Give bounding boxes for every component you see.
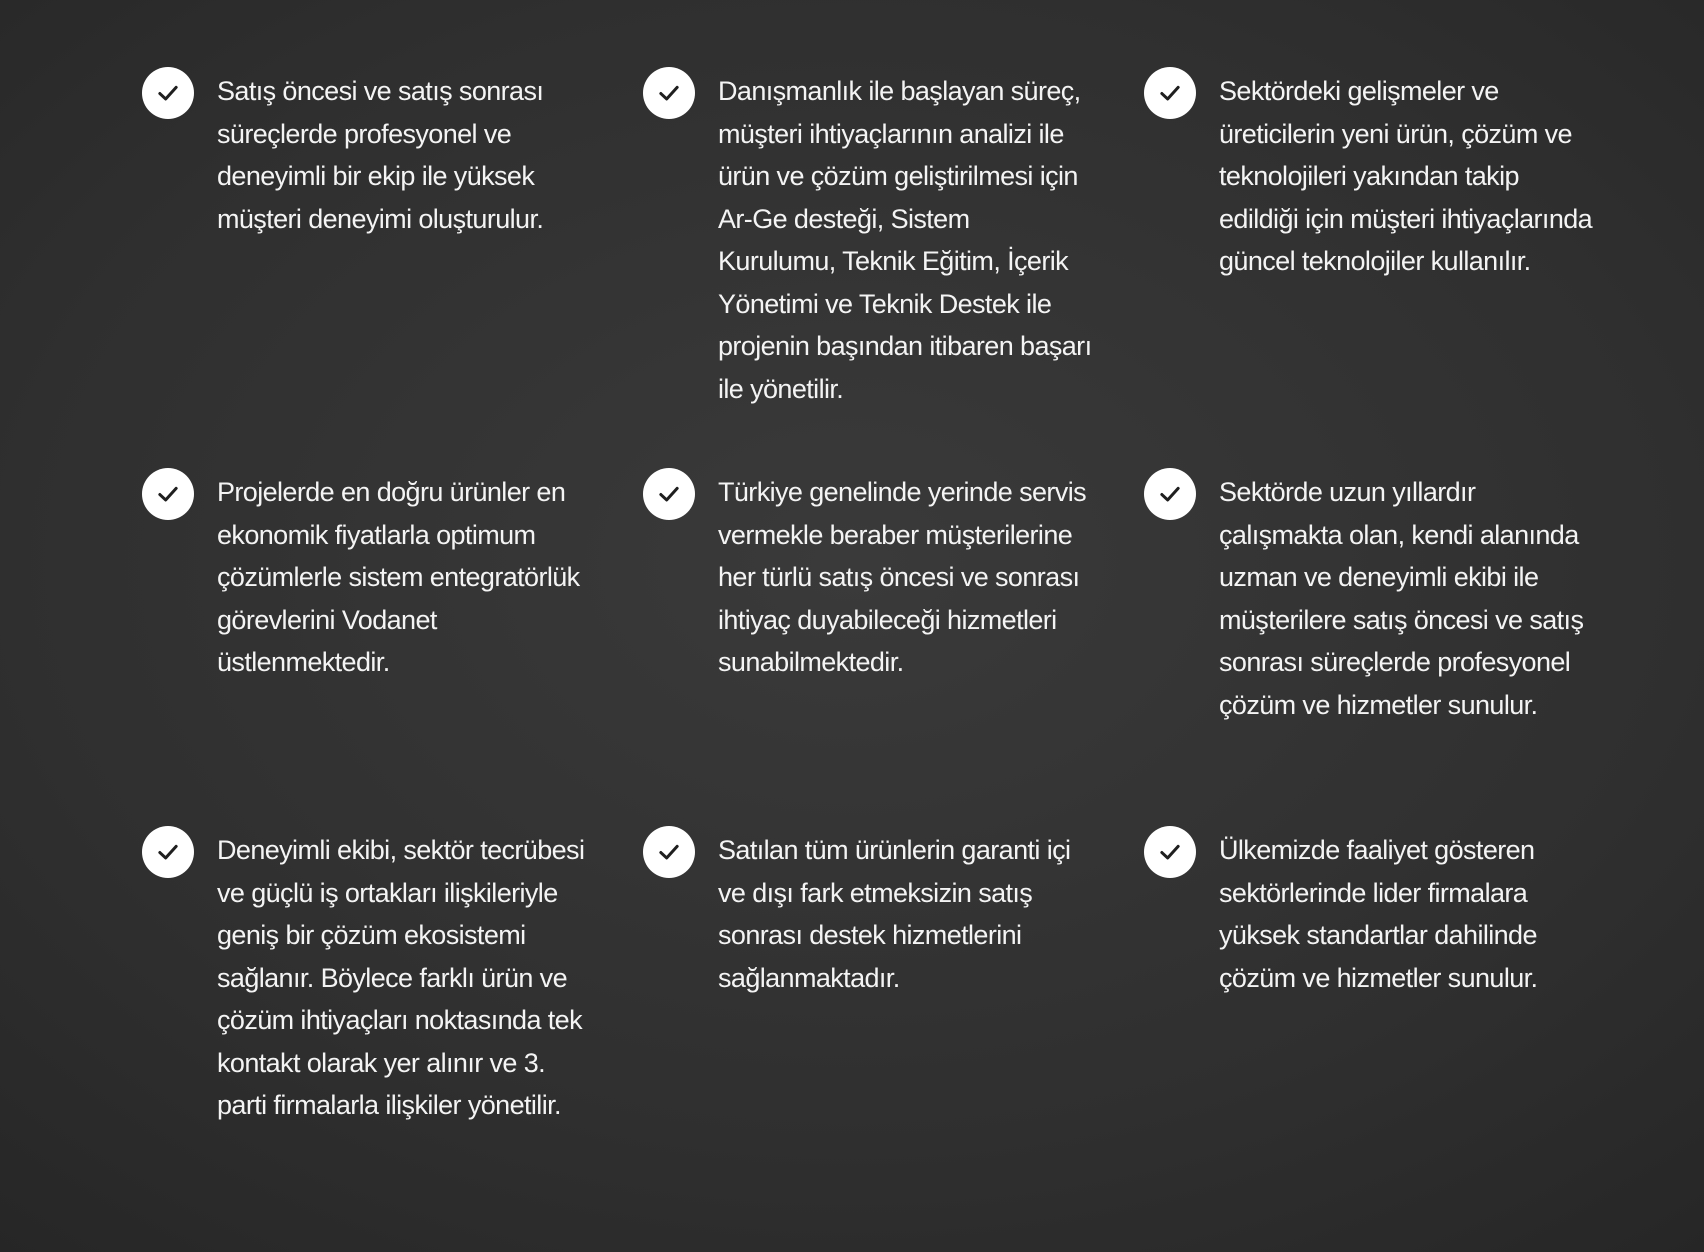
check-circle-icon (1144, 468, 1196, 520)
feature-text: Sektördeki gelişmeler ve üreticilerin yeni ürün, çözüm ve teknolojileri yakından takip edildiği için müşteri ihtiyaçlarında güncel teknolojiler kullanılır. (1219, 76, 1593, 276)
features-grid (142, 70, 1602, 1219)
feature-text: Satılan tüm ürünlerin garanti içi ve dışı fark etmeksizin satış sonrası destek hizmetlerini sağlanmaktadır. (718, 835, 1071, 993)
feature-item (142, 471, 643, 829)
check-circle-icon (643, 67, 695, 119)
feature-item (643, 829, 1144, 1219)
feature-text: Ülkemizde faaliyet gösteren sektörlerinde lider firmalara yüksek standartlar dahilinde çözüm ve hizmetler sunulur. (1219, 835, 1538, 993)
feature-item (1144, 829, 1602, 1219)
feature-item (1144, 471, 1602, 829)
check-circle-icon (643, 826, 695, 878)
feature-item (142, 70, 643, 471)
feature-item (643, 70, 1144, 471)
check-circle-icon (142, 468, 194, 520)
feature-item (142, 829, 643, 1219)
feature-item (643, 471, 1144, 829)
feature-text: Projelerde en doğru ürünler en ekonomik fiyatlarla optimum çözümlerle sistem entegratörlük görevlerini Vodanet üstlenmektedir. (217, 477, 580, 677)
feature-text: Türkiye genelinde yerinde servis vermekle beraber müşterilerine her türlü satış öncesi ve sonrası ihtiyaç duyabileceği hizmetleri sunabilmektedir. (718, 477, 1086, 677)
check-circle-icon (643, 468, 695, 520)
feature-text: Deneyimli ekibi, sektör tecrübesi ve güçlü iş ortakları ilişkileriyle geniş bir çözüm ekosistemi sağlanır. Böylece farklı ürün ve çözüm ihtiyaçları noktasında tek kontakt olarak yer alınır ve 3. parti firmalarla ilişkiler yönetilir. (217, 835, 585, 1120)
check-circle-icon (142, 67, 194, 119)
feature-item (1144, 70, 1602, 471)
check-circle-icon (1144, 826, 1196, 878)
feature-text: Sektörde uzun yıllardır çalışmakta olan, kendi alanında uzman ve deneyimli ekibi ile müşterilere satış öncesi ve satış sonrası süreçlerde profesyonel çözüm ve hizmetler sunulur. (1219, 477, 1584, 720)
feature-text: Danışmanlık ile başlayan süreç, müşteri ihtiyaçlarının analizi ile ürün ve çözüm geliştirilmesi için Ar-Ge desteği, Sistem Kurulumu, Teknik Eğitim, İçerik Yönetimi ve Teknik Destek ile projenin başından itibaren başarı ile yönetilir. (718, 76, 1092, 404)
feature-text: Satış öncesi ve satış sonrası süreçlerde profesyonel ve deneyimli bir ekip ile yüksek müşteri deneyimi oluşturulur. (217, 76, 544, 234)
check-circle-icon (1144, 67, 1196, 119)
check-circle-icon (142, 826, 194, 878)
